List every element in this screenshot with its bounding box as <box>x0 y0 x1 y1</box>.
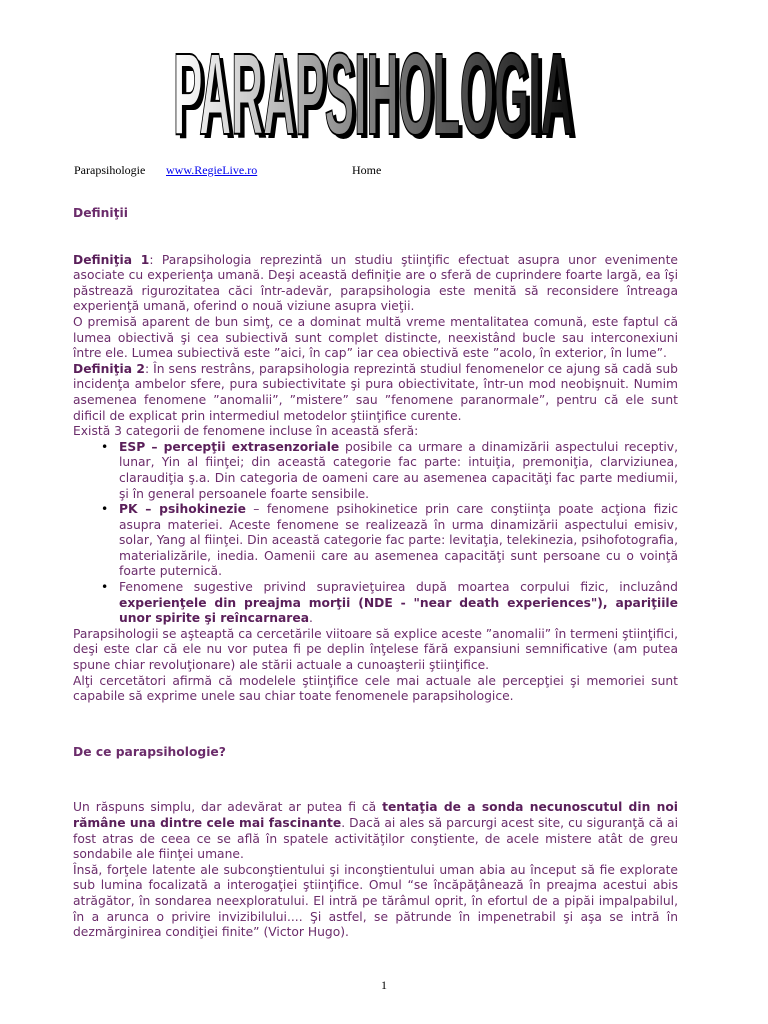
answer-start: Un răspuns simplu, dar adevărat ar putea fi că <box>73 800 383 815</box>
answer-end: . Dacă ai ales să parcurgi acest site, cu siguranţă că ai fost atras de ceea ce se află în spatele activităţilor conştiente, de acele mistere atât de greu sondabile ale fiinţei umane. <box>73 816 678 862</box>
definition-2 <box>73 362 678 424</box>
definition-1-text: : Parapsihologia reprezintă un studiu ştiinţific efectuat asupra unor evenimente asociate cu experienţa umană. Deşi această definiţie are o sferă de cuprindere foarte largă, ea îşi păstrează rigurozitatea căci într-adevăr, parapsihologia este menită să reconsidere întreaga experienţă umană, oferind o nouă viziune asupra vieţii. <box>73 252 678 314</box>
definition-1 <box>73 253 678 315</box>
definition-2-text: : În sens restrâns, parapsihologia reprezintă studiul fenomenelor ce ajung să cadă sub incidenţa ambelor sfere, pura subiectivitate şi pura obiectivitate, într-un mod neobişnuit. Numim asemenea fenomene ”anomalii”, ”mistere” sau ”fenomene paranormale”, pentru că ele sunt dificil de explicat prin intermediul metodelor ştiinţifice curente. <box>73 361 678 423</box>
survival-end: . <box>309 611 313 626</box>
definitions-heading: Definiţii <box>73 206 128 220</box>
title-wordart-text: PARAPSIHOLOGIA <box>173 30 573 148</box>
answer-bold: tentaţia de a sonda necunoscutul din noi rămâne una dintre cele mai fascinante <box>73 800 679 830</box>
list-item <box>119 502 678 580</box>
future-paragraph: Parapsihologii se aşteaptă ca cercetările viitoare să explice aceste ”anomalii” în termeni ştiinţifici, deşi este clar că ele nu vor putea fi pe deplin înţelese fără expansiuni semnificative (am putea spune chiar revoluţionare) ale stării actuale a cunoaşterii ştiinţifice. <box>73 626 678 673</box>
pk-label: PK – psihokinezie <box>119 502 246 517</box>
why-heading: De ce parapsihologie? <box>73 744 226 759</box>
nav-label: Parapsihologie <box>74 163 146 177</box>
svg-text:PARAPSIHOLOGIA: PARAPSIHOLOGIA <box>177 33 577 148</box>
pk-text: – fenomene psihokinetice prin care conştiinţa poate acţiona fizic asupra materiei. Aceste fenomene se realizează în urma dinamizării aspectului emisiv, solar, Yang al fiinţei. Din această categorie fac parte: levitaţia, telekinezia, psihofotografia, materializările, inedia. Oamenii care au asemenea capacităţi sunt persoane cu o voinţă foarte puternică. <box>119 502 679 579</box>
others-paragraph: Alţi cercetători afirmă că modelele ştiinţifice cele mai actuale ale percepţiei şi memoriei sunt capabile să exprime unele sau chiar toate fenomenele parapsihologice. <box>73 673 678 704</box>
categories-intro: Există 3 categorii de fenomene incluse în această sferă: <box>73 424 419 439</box>
answer-paragraph <box>73 800 678 862</box>
esp-text: posibile ca urmare a dinamizării aspectului receptiv, lunar, Yin al fiinţei; din această categorie fac parte: intuiţia, premoniţia, clarviziunea, claraudiţia ş.a. Din categoria de oameni care au asemenea capacităţi fac parte mediumii, şi în general persoanele foarte sensibile. <box>119 439 678 501</box>
list-item <box>119 580 678 627</box>
header-nav <box>74 163 694 179</box>
survival-bold: experienţele din preajma morţii (NDE - "near death experiences"), apariţiile unor spirite şi reîncarnarea <box>119 595 678 626</box>
home-link[interactable]: Home <box>352 163 382 177</box>
page-number: 1 <box>381 978 387 992</box>
definition-1-label: Definiţia 1 <box>73 252 150 267</box>
premise-paragraph: O premisă aparent de bun simţ, ce a dominat multă vreme mentalitatea comună, este faptul că lumea obiectivă şi cea subiectivă sunt complet distincte, neexistând bucle sau interconexiuni între ele. Lumea subiectivă este ”aici, în cap” iar cea obiectivă este ”acolo, în exterior, în lume”. <box>73 314 678 361</box>
definition-2-label: Definiţia 2 <box>73 361 145 376</box>
survival-text: Fenomene sugestive privind supravieţuirea după moartea corpului fizic, incluzând <box>119 580 678 595</box>
list-item <box>119 440 678 502</box>
regielive-link[interactable]: www.RegieLive.ro <box>166 163 258 177</box>
title-banner <box>168 30 578 148</box>
title-wordart <box>168 30 578 148</box>
categories-list <box>73 440 678 627</box>
forces-paragraph: Însă, forţele latente ale subconştientului şi inconştientului uman abia au început să fie explorate sub lumina focalizată a interogaţiei ştiinţifice. Omul “se încăpăţânează în preajma acestui abis atrăgător, în sondarea neexploratului. El intră pe tărâmul oprit, în efortul de a pipăi impalpabilul, în a arunca o privire invizibilului.... Şi astfel, se pătrunde în impenetrabil şi aşa se intră în dezmărginirea condiţiei finite” (Victor Hugo). <box>73 862 678 940</box>
esp-label: ESP – percepţii extrasenzoriale <box>119 439 340 454</box>
article-body <box>73 206 678 941</box>
